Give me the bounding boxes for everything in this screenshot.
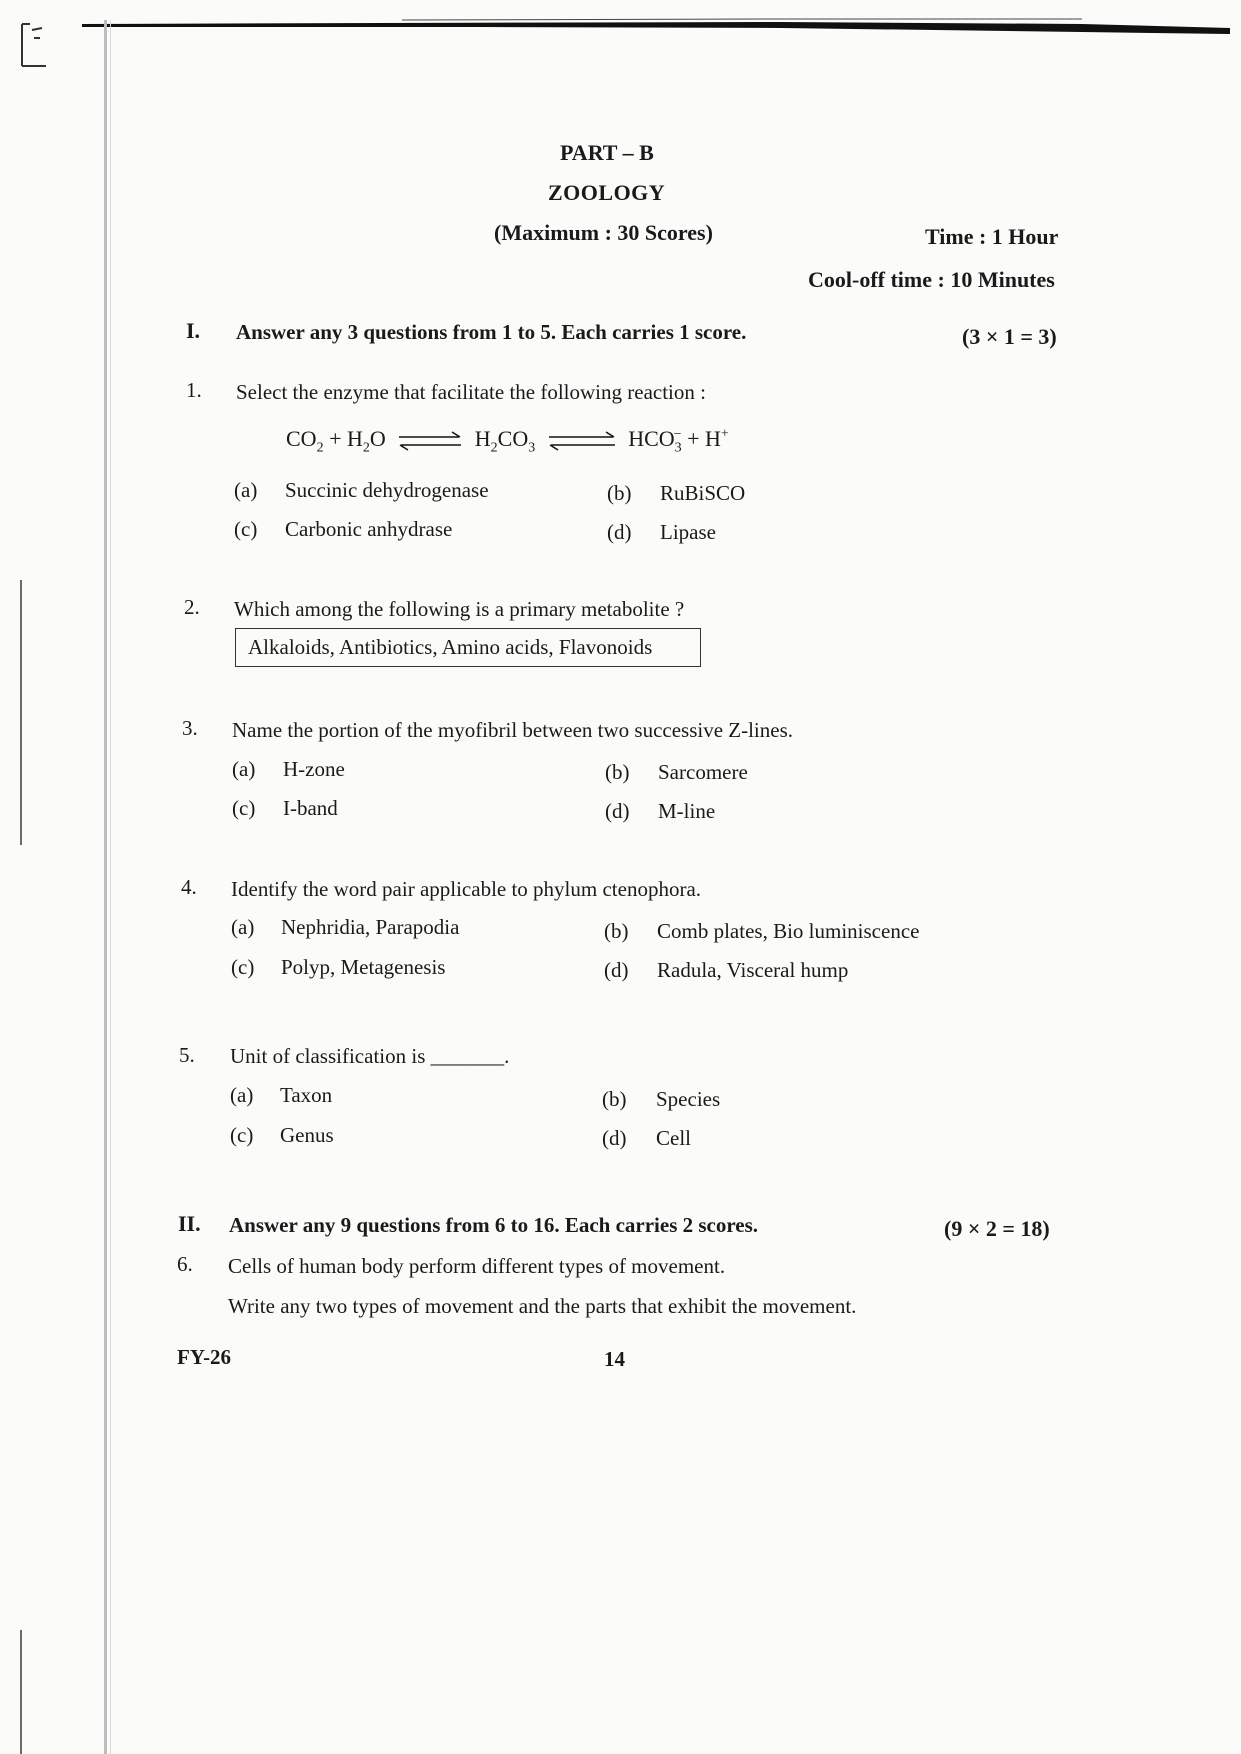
- chemical-equation: $CO_2 + H_2O$ $H_2CO_3$ $HCO_3^- + H^+$: [286, 426, 729, 456]
- option-label: (a): [230, 1083, 254, 1107]
- scan-margin-line-bottom: [20, 1630, 22, 1754]
- option-label: (c): [230, 1123, 254, 1147]
- option-text: RuBiSCO: [660, 481, 746, 505]
- question-text: Identify the word pair applicable to phylum ctenophora.: [231, 877, 702, 901]
- option-label: (d): [602, 1126, 627, 1150]
- scan-margin-line: [20, 580, 22, 845]
- option-label: (a): [232, 757, 256, 781]
- option-label: (c): [232, 796, 256, 820]
- question-number: 4.: [181, 875, 197, 899]
- part-heading: PART – B: [560, 140, 654, 165]
- option-label: (a): [231, 915, 255, 939]
- binding-line: [104, 20, 107, 1754]
- option-label: (c): [234, 517, 258, 541]
- time-limit: Time : 1 Hour: [925, 224, 1059, 249]
- scan-top-edge: [82, 18, 1230, 38]
- reversible-arrow-icon: [397, 430, 463, 452]
- metabolite-list-box: Alkaloids, Antibiotics, Amino acids, Flavonoids: [235, 628, 701, 667]
- option-label: (b): [607, 481, 632, 505]
- paper-code: FY-26: [177, 1345, 232, 1369]
- option-text: Genus: [280, 1123, 334, 1147]
- option-text: Sarcomere: [658, 760, 748, 784]
- cool-off-time: Cool-off time : 10 Minutes: [808, 267, 1055, 292]
- question-text: Name the portion of the myofibril between two successive Z-lines.: [232, 718, 794, 742]
- question-number: 3.: [182, 716, 198, 740]
- question-text: Unit of classification is _______.: [230, 1044, 510, 1068]
- option-text: Radula, Visceral hump: [657, 958, 849, 982]
- option-text: I-band: [283, 796, 338, 820]
- page-number: 14: [604, 1347, 625, 1371]
- option-text: Nephridia, Parapodia: [281, 915, 460, 939]
- binding-line-secondary: [110, 20, 111, 1754]
- question-number: 6.: [177, 1252, 193, 1276]
- option-label: (d): [605, 799, 630, 823]
- corner-bracket-mark: [20, 22, 50, 70]
- question-text: Which among the following is a primary metabolite ?: [234, 597, 685, 621]
- option-text: Taxon: [280, 1083, 333, 1107]
- option-label: (b): [602, 1087, 627, 1111]
- question-text: Cells of human body perform different types of movement.: [228, 1254, 726, 1278]
- option-text: Succinic dehydrogenase: [285, 478, 489, 502]
- option-label: (a): [234, 478, 258, 502]
- option-label: (d): [607, 520, 632, 544]
- section-2-instruction: Answer any 9 questions from 6 to 16. Each carries 2 scores.: [229, 1213, 759, 1237]
- max-scores: (Maximum : 30 Scores): [494, 220, 713, 245]
- option-label: (d): [604, 958, 629, 982]
- option-text: M-line: [658, 799, 716, 823]
- question-number: 2.: [184, 595, 200, 619]
- question-number: 1.: [186, 378, 202, 402]
- question-number: 5.: [179, 1043, 195, 1067]
- section-1-marks: (3 × 1 = 3): [962, 324, 1057, 349]
- reversible-arrow-icon: [547, 430, 617, 452]
- option-label: (c): [231, 955, 255, 979]
- section-1-instruction: Answer any 3 questions from 1 to 5. Each carries 1 score.: [236, 320, 747, 344]
- option-text: Carbonic anhydrase: [285, 517, 453, 541]
- question-text-continued: Write any two types of movement and the parts that exhibit the movement.: [228, 1294, 857, 1318]
- option-text: Cell: [656, 1126, 691, 1150]
- option-text: Species: [656, 1087, 721, 1111]
- option-text: H-zone: [283, 757, 345, 781]
- option-text: Comb plates, Bio luminiscence: [657, 919, 920, 943]
- option-text: Lipase: [660, 520, 716, 544]
- option-label: (b): [605, 760, 630, 784]
- option-label: (b): [604, 919, 629, 943]
- question-text: Select the enzyme that facilitate the following reaction :: [236, 380, 706, 404]
- section-1-roman: I.: [186, 318, 201, 343]
- section-2-marks: (9 × 2 = 18): [944, 1216, 1050, 1241]
- section-2-roman: II.: [178, 1211, 201, 1236]
- option-text: Polyp, Metagenesis: [281, 955, 446, 979]
- subject-heading: ZOOLOGY: [548, 180, 666, 205]
